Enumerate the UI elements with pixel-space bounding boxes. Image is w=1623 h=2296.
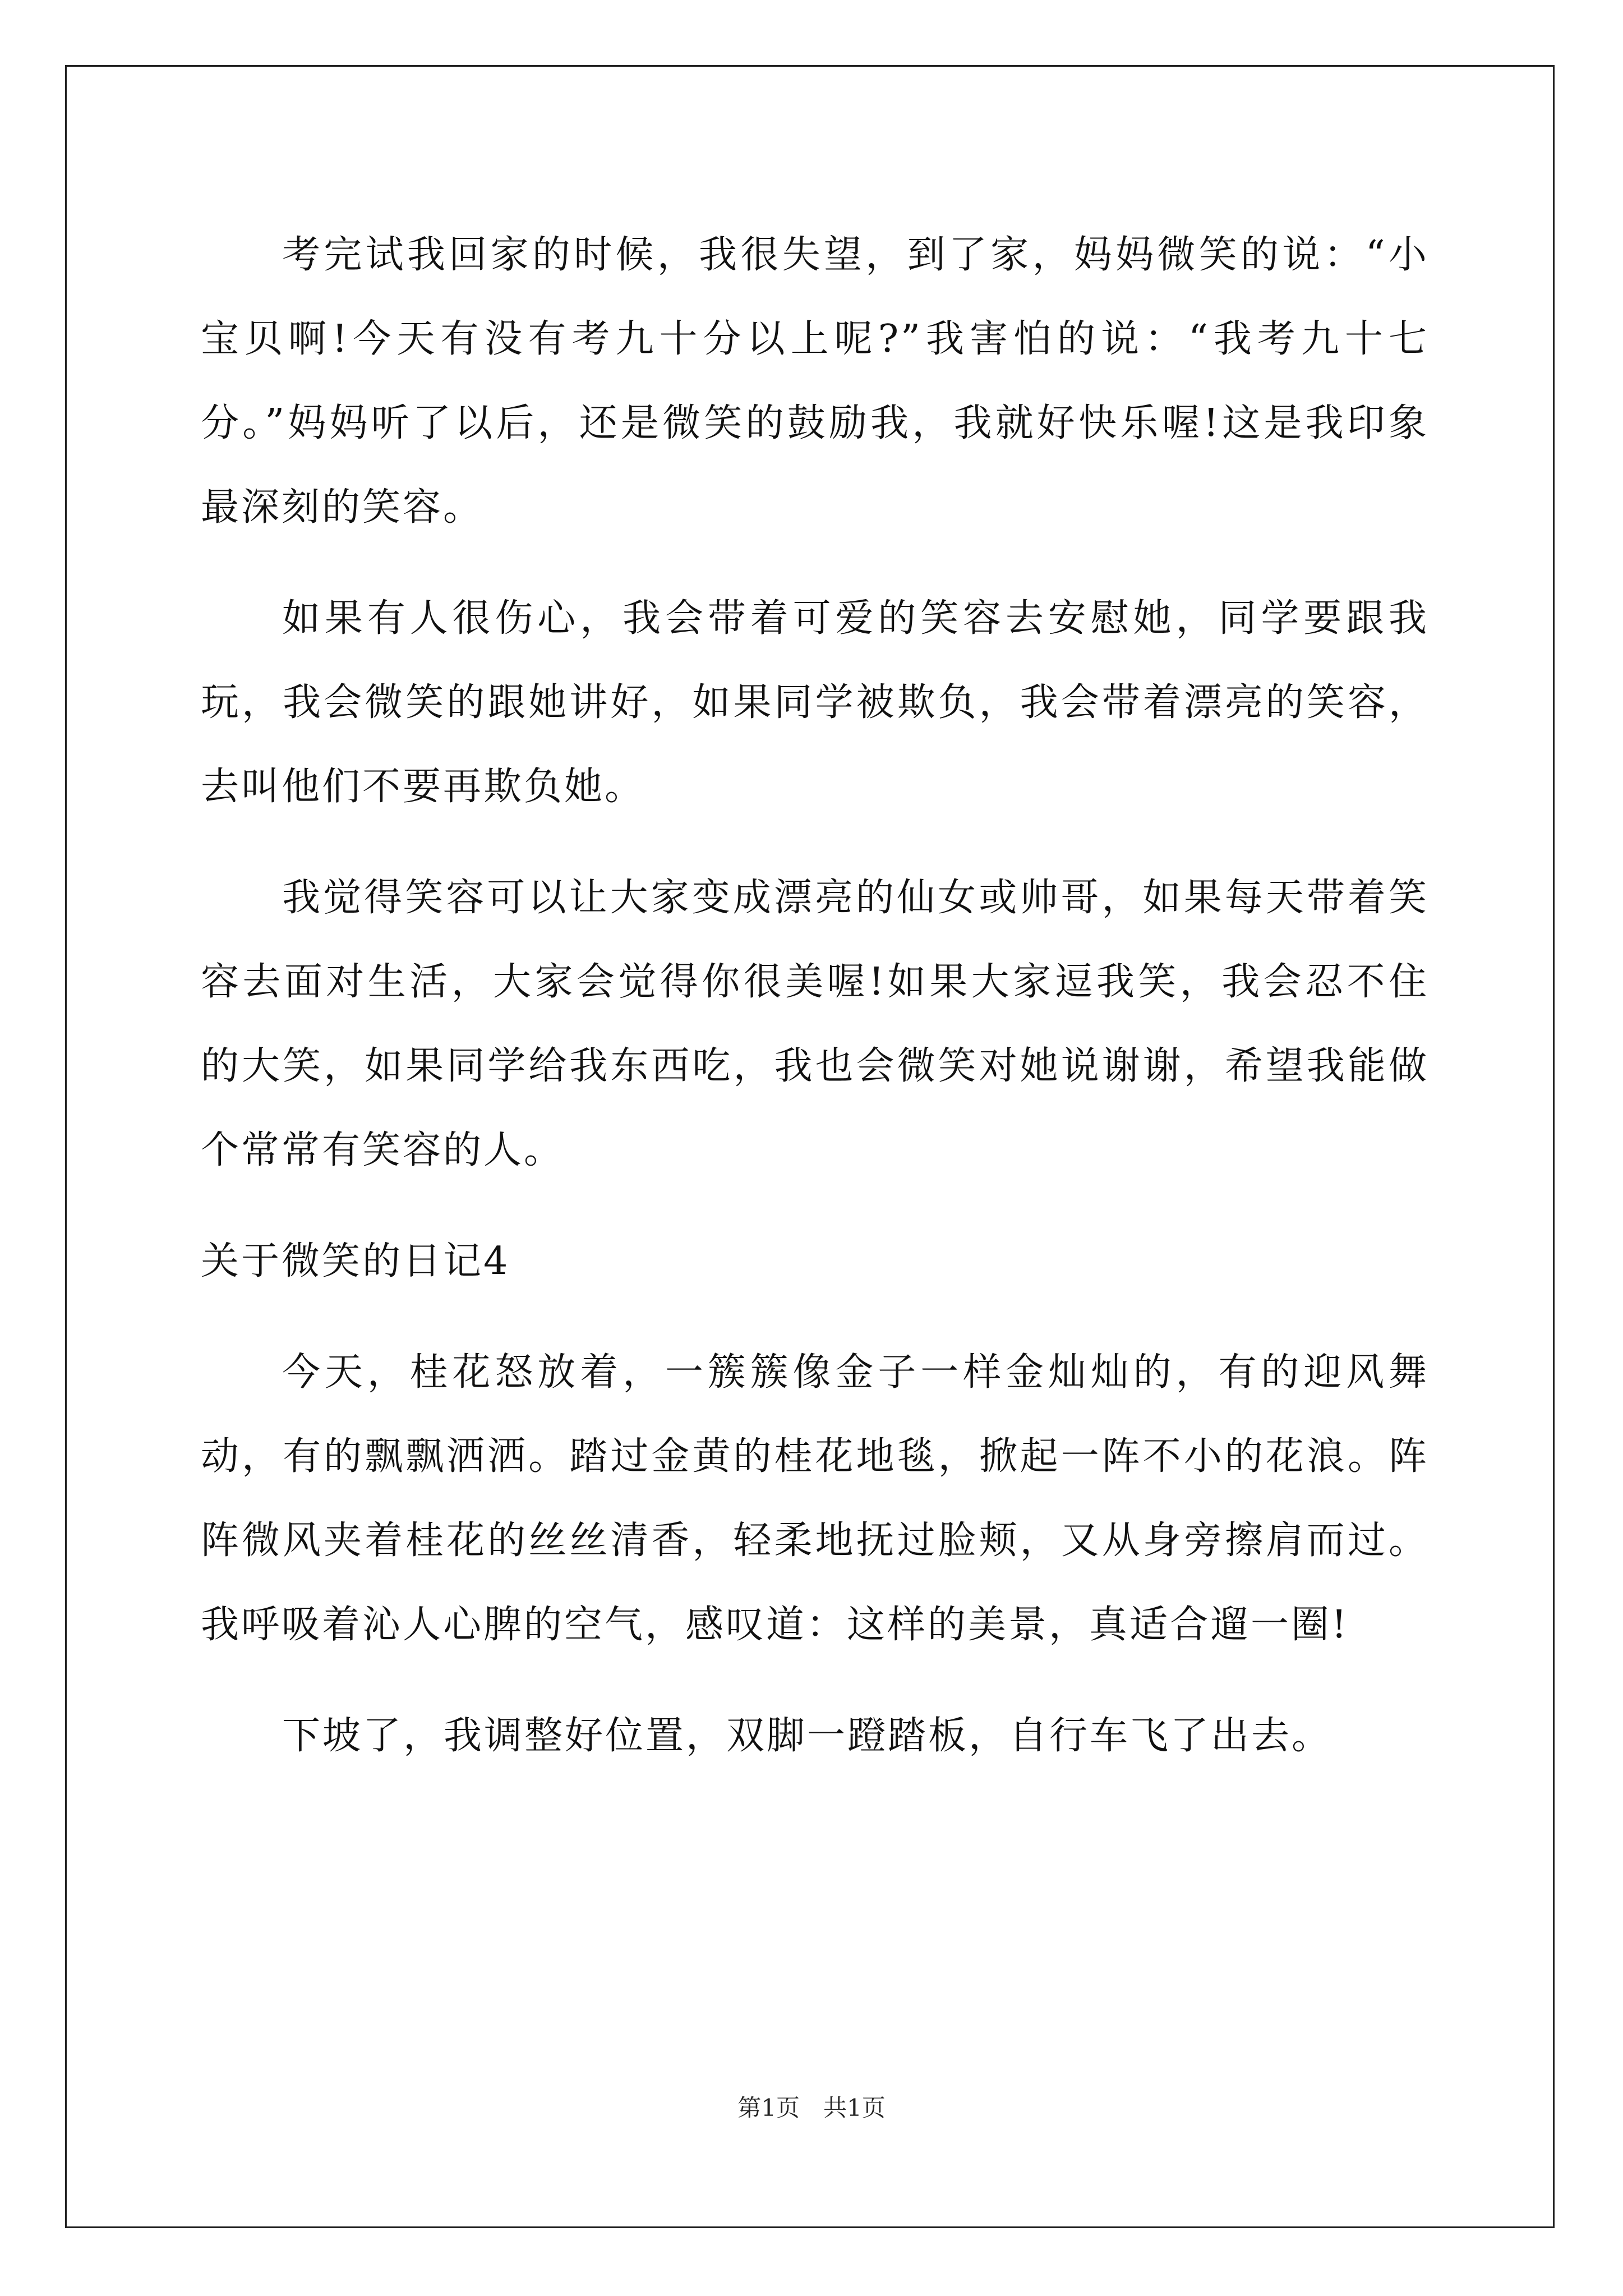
paragraph: 我觉得笑容可以让大家变成漂亮的仙女或帅哥，如果每天带着笑容去面对生活，大家会觉得你很美喔!如果大家逗我笑，我会忍不住的大笑，如果同学给我东西吃，我也会微笑对她说谢谢，希望我能做个常常有笑容的人。 [201,876,1429,1172]
document-body [201,213,1429,1805]
paragraph: 下坡了，我调整好位置，双脚一蹬踏板，自行车飞了出去。 [282,1714,1332,1758]
paragraph: 考完试我回家的时候，我很失望，到了家，妈妈微笑的说：“小宝贝啊!今天有没有考九十分以上呢?”我害怕的说：“我考九十七分。”妈妈听了以后，还是微笑的鼓励我，我就好快乐喔!这是我印象最深刻的笑容。 [201,233,1429,530]
page-footer: 第1页 共1页 [737,2094,886,2122]
paragraph: 如果有人很伤心，我会带着可爱的笑容去安慰她，同学要跟我玩，我会微笑的跟她讲好，如果同学被欺负，我会带着漂亮的笑容，去叫他们不要再欺负她。 [201,596,1429,809]
paragraph: 今天，桂花怒放着，一簇簇像金子一样金灿灿的，有的迎风舞动，有的飘飘洒洒。踏过金黄的桂花地毯，掀起一阵不小的花浪。阵阵微风夹着桂花的丝丝清香，轻柔地抚过脸颊，又从身旁擦肩而过。我呼吸着沁人心脾的空气，感叹道：这样的美景，真适合遛一圈! [201,1350,1429,1647]
section-heading: 关于微笑的日记4 [201,1239,510,1283]
